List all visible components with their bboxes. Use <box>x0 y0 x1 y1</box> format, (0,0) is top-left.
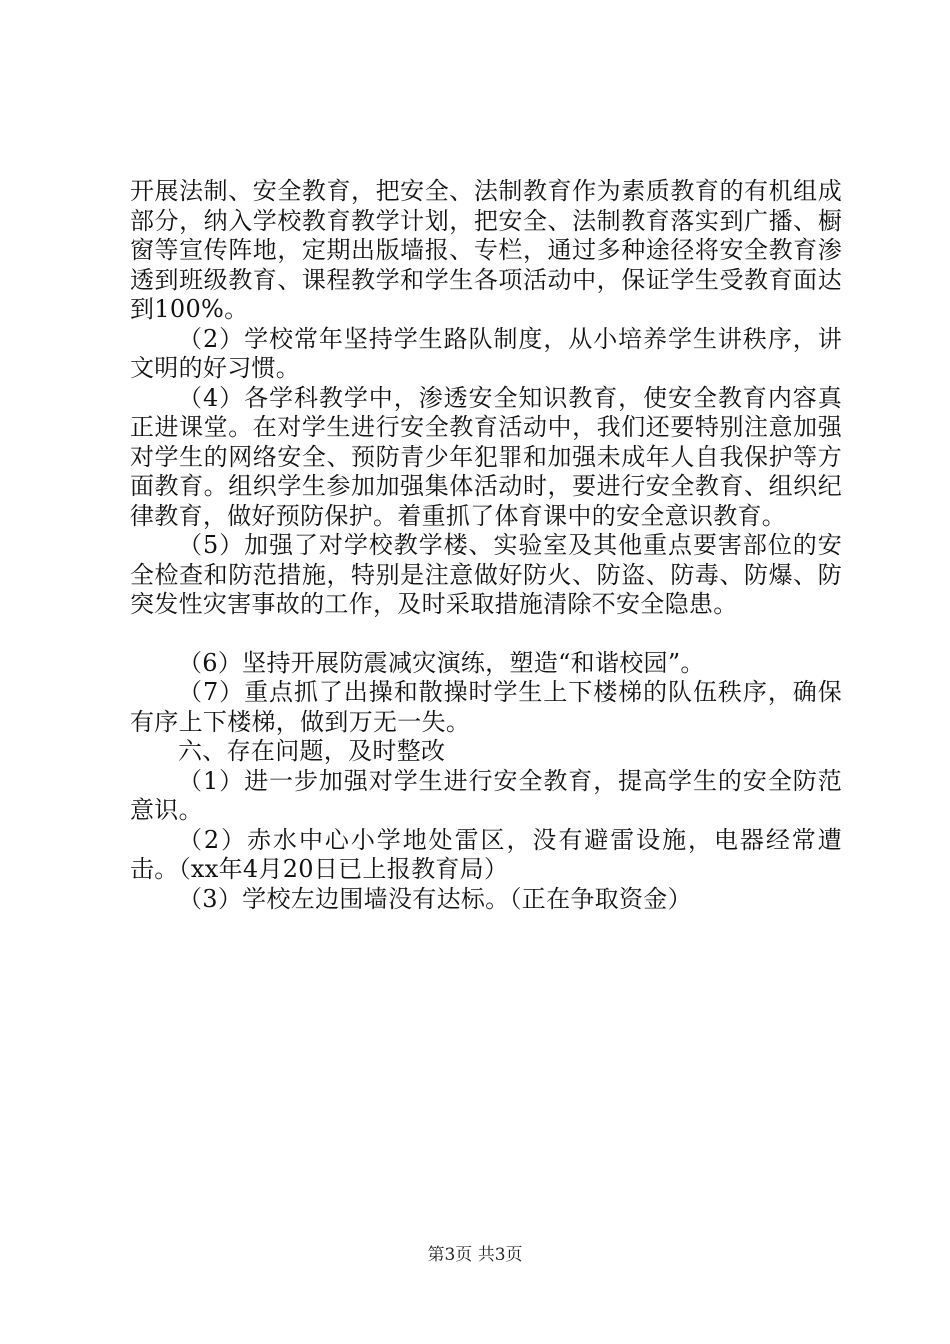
paragraph-problem-3: （3）学校左边围墙没有达标。（正在争取资金） <box>178 884 692 913</box>
section-heading-problems: 六、存在问题，及时整改 <box>178 737 446 765</box>
paragraph-problem-2: （2）赤水中心小学地处雷区，没有避雷设施，电器经常遭击。（xx年4月20日已上报教育局） <box>130 825 842 883</box>
page-number-label: 第3页 共3页 <box>427 1245 523 1265</box>
paragraph-item-7-stairs-order: （7）重点抓了出操和散操时学生上下楼梯的队伍秩序，确保有序上下楼梯，做到万无一失。 <box>130 678 842 736</box>
paragraph-item-4-subject-teaching: （4）各学科教学中，渗透安全知识教育，使安全教育内容真正进课堂。在对学生进行安全教育活动中，我们还要特别注意加强对学生的网络安全、预防青少年犯罪和加强未成年人自我保护等方面教育。组织学生参加加强集体活动时，要进行安全教育、组织纪律教育，做好预防保护。着重抓了体育课中的安全意识教育。 <box>130 383 842 530</box>
paragraph-item-6-earthquake-drill: （6）坚持开展防震减灾演练，塑造“和谐校园”。 <box>178 648 705 677</box>
paragraph-problem-1: （1）进一步加强对学生进行安全教育，提高学生的安全防范意识。 <box>130 766 842 824</box>
paragraph-safety-legal-education: 开展法制、安全教育，把安全、法制教育作为素质教育的有机组成部分，纳入学校教育教学计划，把安全、法制教育落实到广播、橱窗等宣传阵地，定期出版墙报、专栏，通过多种途径将安全教育渗透到班级教育、课程教学和学生各项活动中，保证学生受教育面达到100%。 <box>130 177 842 323</box>
page-footer <box>0 1244 950 1266</box>
paragraph-item-5-safety-inspection: （5）加强了对学校教学楼、实验室及其他重点要害部位的安全检查和防范措施，特别是注意做好防火、防盗、防毒、防爆、防突发性灾害事故的工作，及时采取措施清除不安全隐患。 <box>130 531 842 618</box>
document-body <box>130 177 842 914</box>
paragraph-item-2-road-team: （2）学校常年坚持学生路队制度，从小培养学生讲秩序，讲文明的好习惯。 <box>130 324 842 382</box>
